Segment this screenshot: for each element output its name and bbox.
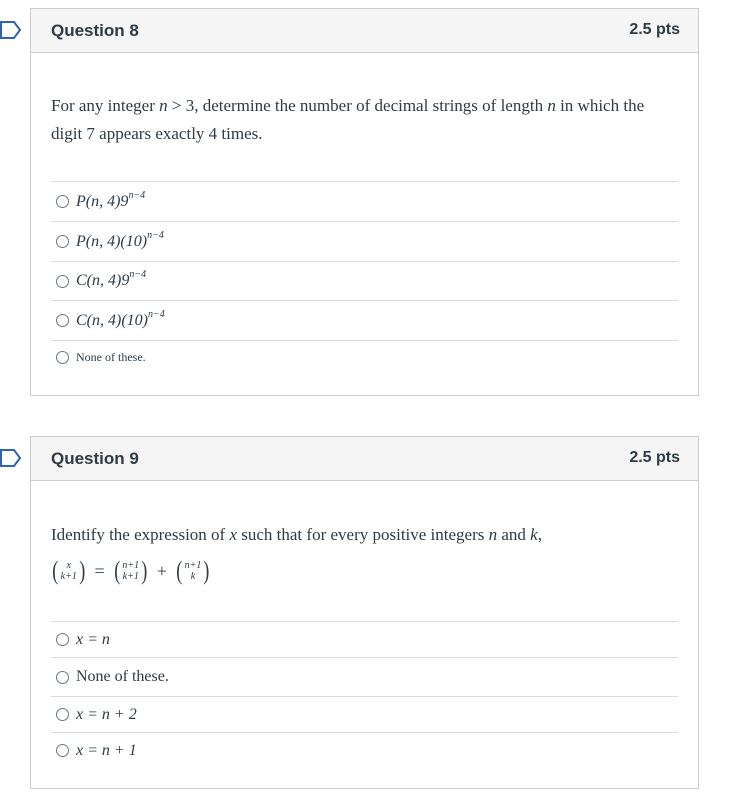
radio-button[interactable] bbox=[56, 671, 69, 684]
flag-question-icon[interactable] bbox=[0, 21, 21, 39]
answer-option[interactable]: x = n + 1 bbox=[51, 732, 678, 768]
answer-option[interactable]: x = n bbox=[51, 621, 678, 657]
answer-option[interactable]: C(n, $4)(10)^{n-4}$ bbox=[51, 300, 678, 340]
question-text: For any integer n > 3, determine the number of decimal strings of length n in which the digit 7 appears exactly 4 times. bbox=[51, 96, 645, 143]
radio-button[interactable] bbox=[56, 195, 69, 208]
radio-button[interactable] bbox=[56, 314, 69, 327]
radio-button[interactable] bbox=[56, 275, 69, 288]
answer-option[interactable]: None of these. bbox=[51, 340, 678, 374]
question-title: Question 8 bbox=[51, 21, 139, 40]
question-header bbox=[31, 9, 698, 53]
radio-button[interactable] bbox=[56, 235, 69, 248]
answer-list bbox=[51, 621, 678, 768]
question-points: 2.5 pts bbox=[629, 21, 680, 38]
answer-option[interactable]: x = n + 2 bbox=[51, 696, 678, 732]
answer-option[interactable]: P(n, $4)(10)^{n-4}$ bbox=[51, 221, 678, 261]
answer-option[interactable]: None of these. bbox=[51, 657, 678, 696]
question-9-card bbox=[30, 436, 699, 789]
radio-button[interactable] bbox=[56, 351, 69, 364]
answer-list bbox=[51, 181, 678, 374]
question-text: Identify the expression of x such that for every positive integers n and k, bbox=[51, 525, 542, 544]
question-points: 2.5 pts bbox=[629, 449, 680, 466]
radio-button[interactable] bbox=[56, 744, 69, 757]
flag-question-icon[interactable] bbox=[0, 449, 21, 467]
answer-option[interactable]: P(n, $4)9^{n-4}$ bbox=[51, 181, 678, 221]
answer-option[interactable]: C(n, $4)9^{n-4}$ bbox=[51, 261, 678, 300]
radio-button[interactable] bbox=[56, 708, 69, 721]
binomial-identity: ( x k+1 ) = ( n+1 k+1 ) + ( n+1 k ) bbox=[52, 556, 210, 585]
question-8-card bbox=[30, 8, 699, 396]
radio-button[interactable] bbox=[56, 633, 69, 646]
question-header bbox=[31, 437, 698, 481]
question-title: Question 9 bbox=[51, 449, 139, 468]
